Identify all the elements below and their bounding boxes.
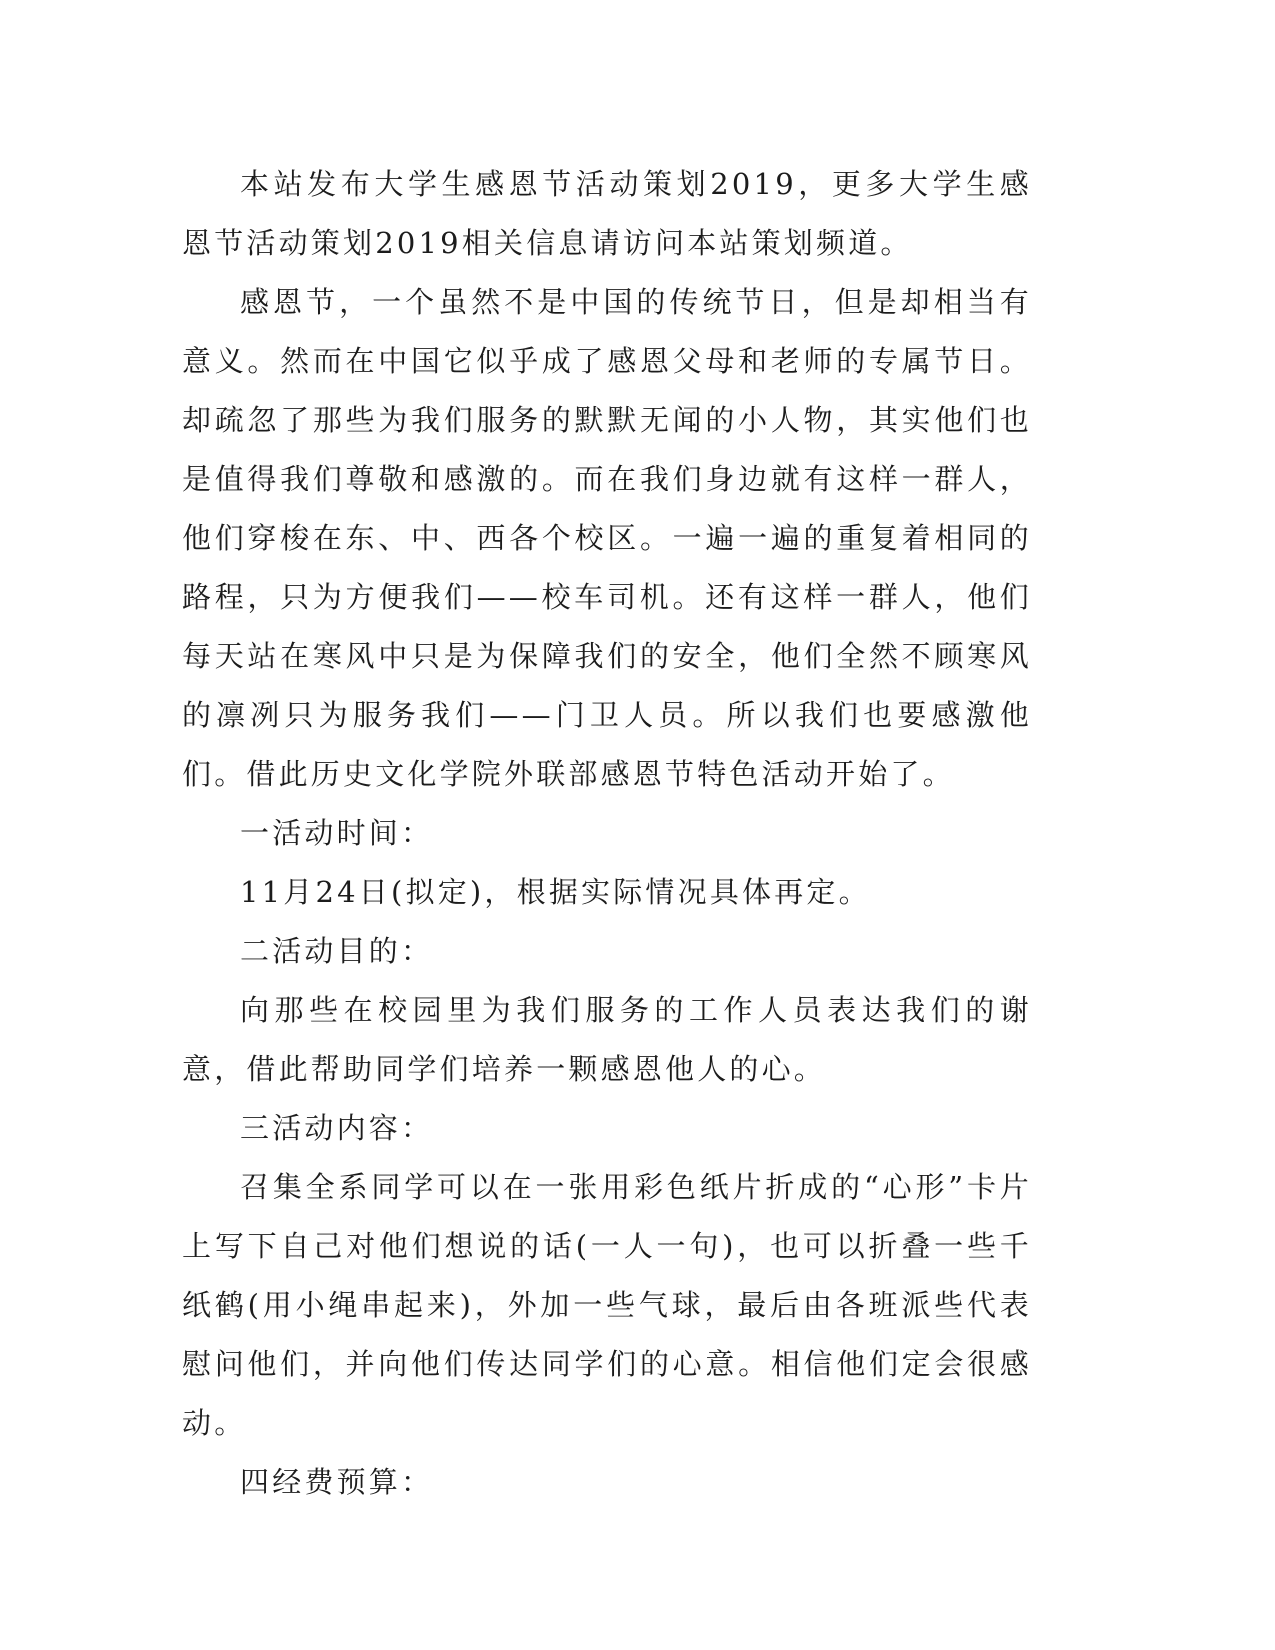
heading-budget: 四经费预算： — [240, 1465, 434, 1499]
heading-activity-purpose: 二活动目的： — [240, 934, 434, 968]
paragraph-activity-time: 11月24日(拟定)，根据实际情况具体再定。 — [240, 875, 871, 909]
paragraph-activity-purpose: 向那些在校园里为我们服务的工作人员表达我们的谢意，借此帮助同学们培养一颗感恩他人的心。 — [182, 993, 1032, 1086]
paragraph-intro: 本站发布大学生感恩节活动策划2019，更多大学生感恩节活动策划2019相关信息请访问本站策划频道。 — [182, 167, 1032, 260]
heading-activity-time: 一活动时间： — [240, 816, 434, 850]
heading-activity-content: 三活动内容： — [240, 1111, 434, 1145]
document-body — [182, 155, 1032, 1512]
paragraph-background: 感恩节，一个虽然不是中国的传统节日，但是却相当有意义。然而在中国它似乎成了感恩父母和老师的专属节日。却疏忽了那些为我们服务的默默无闻的小人物，其实他们也是值得我们尊敬和感激的。而在我们身边就有这样一群人，他们穿梭在东、中、西各个校区。一遍一遍的重复着相同的路程，只为方便我们——校车司机。还有这样一群人，他们每天站在寒风中只是为保障我们的安全，他们全然不顾寒风的凛冽只为服务我们——门卫人员。所以我们也要感激他们。借此历史文化学院外联部感恩节特色活动开始了。 — [182, 285, 1032, 791]
paragraph-activity-content: 召集全系同学可以在一张用彩色纸片折成的“心形”卡片上写下自己对他们想说的话(一人一句)，也可以折叠一些千纸鹤(用小绳串起来)，外加一些气球，最后由各班派些代表慰问他们，并向他们传达同学们的心意。相信他们定会很感动。 — [182, 1170, 1032, 1440]
